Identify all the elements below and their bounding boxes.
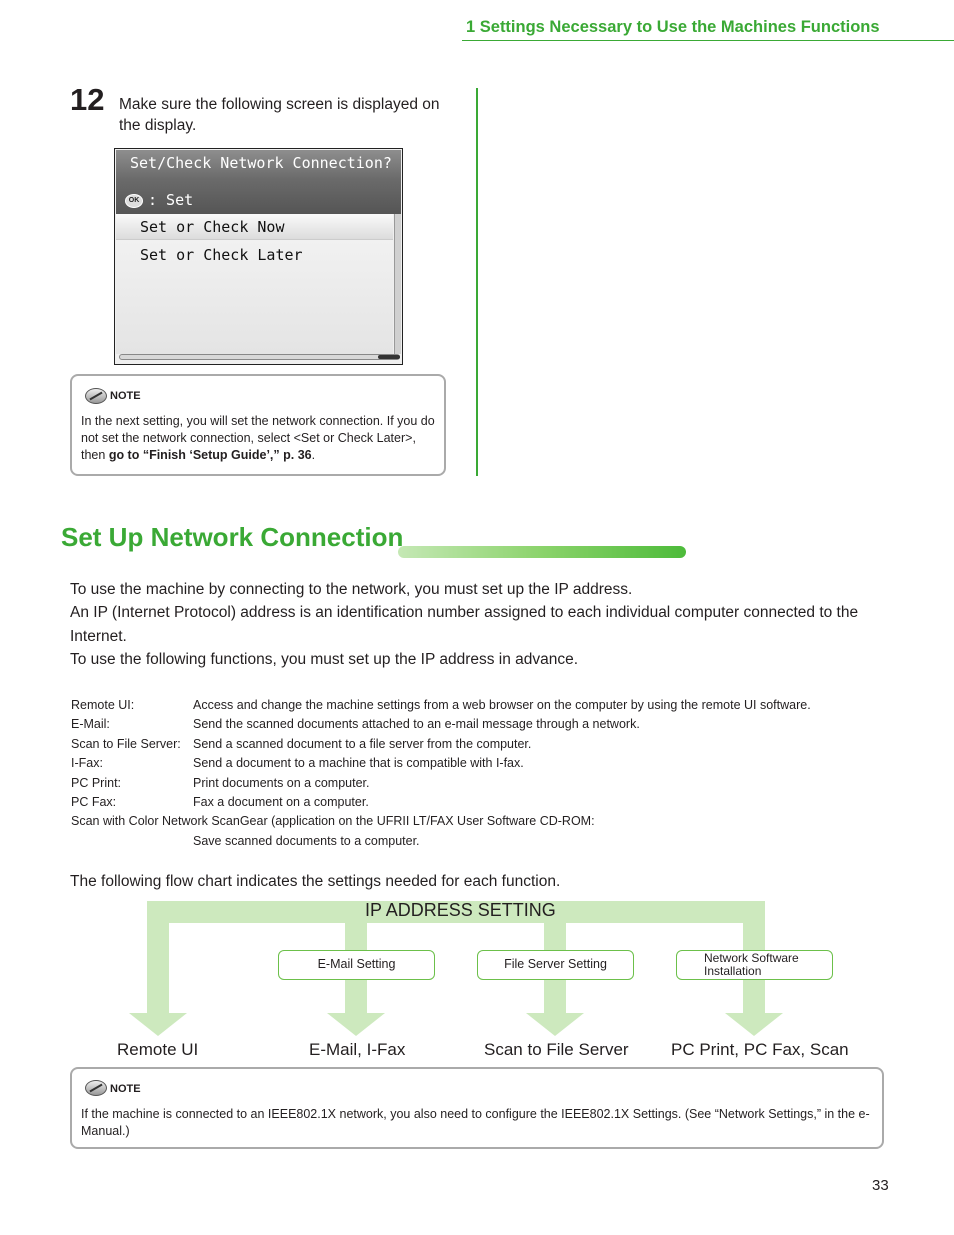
function-row	[71, 832, 891, 851]
section-title: Set Up Network Connection	[61, 522, 404, 552]
function-row	[71, 812, 891, 831]
lcd-menu-item-set-later[interactable]: Set or Check Later	[140, 246, 303, 264]
step-number: 12	[70, 82, 105, 117]
function-description: Send the scanned documents attached to an e-mail message through a network.	[193, 717, 640, 732]
lcd-title: Set/Check Network Connection?	[130, 154, 392, 172]
function-term: Scan with Color Network ScanGear (application on the UFRII LT/FAX User Software CD-ROM:	[71, 814, 595, 829]
section-title-bar	[398, 546, 686, 558]
settings-flowchart	[60, 898, 900, 1068]
intro-paragraph: An IP (Internet Protocol) address is an identification number assigned to each individual computer connected to the Internet.	[70, 604, 859, 645]
lcd-menu-item-set-now[interactable]: Set or Check Now	[116, 214, 393, 240]
output-remote-ui: Remote UI	[117, 1040, 199, 1059]
note-label: NOTE	[110, 390, 141, 402]
ip-address-setting-label: IP ADDRESS SETTING	[365, 900, 556, 920]
function-term: Remote UI:	[71, 698, 135, 712]
function-description: Fax a document on a computer.	[193, 794, 369, 809]
page-number: 33	[872, 1177, 889, 1194]
output-pc-print-fax-scan: PC Print, PC Fax, Scan	[671, 1040, 849, 1059]
note-box	[70, 1067, 884, 1149]
function-row	[71, 793, 891, 812]
function-term: E-Mail:	[71, 717, 110, 732]
lcd-screen	[114, 148, 403, 365]
column-divider	[476, 88, 478, 476]
output-scan-to-file-server: Scan to File Server	[484, 1040, 629, 1059]
arrow-head-file-server	[526, 1013, 584, 1036]
lcd-horizontal-scrollbar	[119, 354, 400, 360]
note-pen-icon	[85, 1080, 107, 1096]
function-term: I-Fax:	[71, 756, 103, 771]
function-term: PC Fax:	[71, 794, 117, 809]
function-description: Print documents on a computer.	[193, 775, 370, 790]
flowchart-intro: The following flow chart indicates the settings needed for each function.	[70, 873, 561, 890]
function-list	[71, 696, 891, 851]
step-instruction: Make sure the following screen is displayed on the display.	[119, 96, 440, 134]
function-row	[71, 754, 891, 773]
note-text-plain: In the next setting, you will set the network connection. If you do not set the network connection, select <Set or Check Later>, then	[81, 414, 435, 462]
function-term: PC Print:	[71, 775, 122, 790]
function-description: Save scanned documents to a computer.	[193, 833, 420, 848]
lcd-vertical-scrollbar	[394, 214, 401, 354]
note-label: NOTE	[110, 1083, 141, 1095]
function-row	[71, 774, 891, 793]
network-software-installation-box: Network Software Installation	[676, 950, 833, 980]
intro-paragraph: To use the following functions, you must set up the IP address in advance.	[70, 650, 579, 668]
note-text: If the machine is connected to an IEEE802.1X network, you also need to configure the IEEE802.1X Settings. (See “Network Settings,” in the e-Manual.)	[81, 1107, 870, 1138]
function-description: Send a document to a machine that is compatible with I-fax.	[193, 756, 524, 771]
lcd-scroll-thumb	[378, 355, 400, 359]
arrow-head-email	[327, 1013, 385, 1036]
arrow-head-pc	[725, 1013, 783, 1036]
note-box	[70, 374, 446, 476]
output-email-ifax: E-Mail, I-Fax	[309, 1040, 406, 1059]
lcd-menu-list	[116, 214, 393, 354]
intro-paragraph: To use the machine by connecting to the network, you must set up the IP address.	[70, 581, 633, 598]
function-row	[71, 696, 891, 715]
function-description: Access and change the machine settings from a web browser on the computer by using the remote UI software.	[193, 698, 811, 712]
arrow-stem-remote-ui	[147, 901, 169, 1013]
header-rule	[462, 40, 954, 41]
file-server-setting-box: File Server Setting	[477, 950, 634, 980]
section-intro	[70, 578, 890, 671]
note-text-end: .	[311, 448, 316, 462]
note-text-reference: go to “Finish ‘Setup Guide’,” p. 36	[108, 448, 312, 462]
function-description: Send a scanned document to a file server from the computer.	[193, 736, 532, 751]
function-row	[71, 715, 891, 734]
email-setting-box: E-Mail Setting	[278, 950, 435, 980]
lcd-ok-label: : Set	[148, 191, 194, 209]
note-pen-icon	[85, 388, 107, 404]
lcd-header	[116, 150, 401, 214]
chapter-header: 1 Settings Necessary to Use the Machines Functions	[466, 18, 880, 36]
arrow-head-remote-ui	[129, 1013, 187, 1036]
function-row	[71, 735, 891, 754]
ok-key-icon: OK	[125, 194, 143, 208]
function-term: Scan to File Server:	[71, 736, 181, 751]
note-text	[81, 413, 439, 464]
